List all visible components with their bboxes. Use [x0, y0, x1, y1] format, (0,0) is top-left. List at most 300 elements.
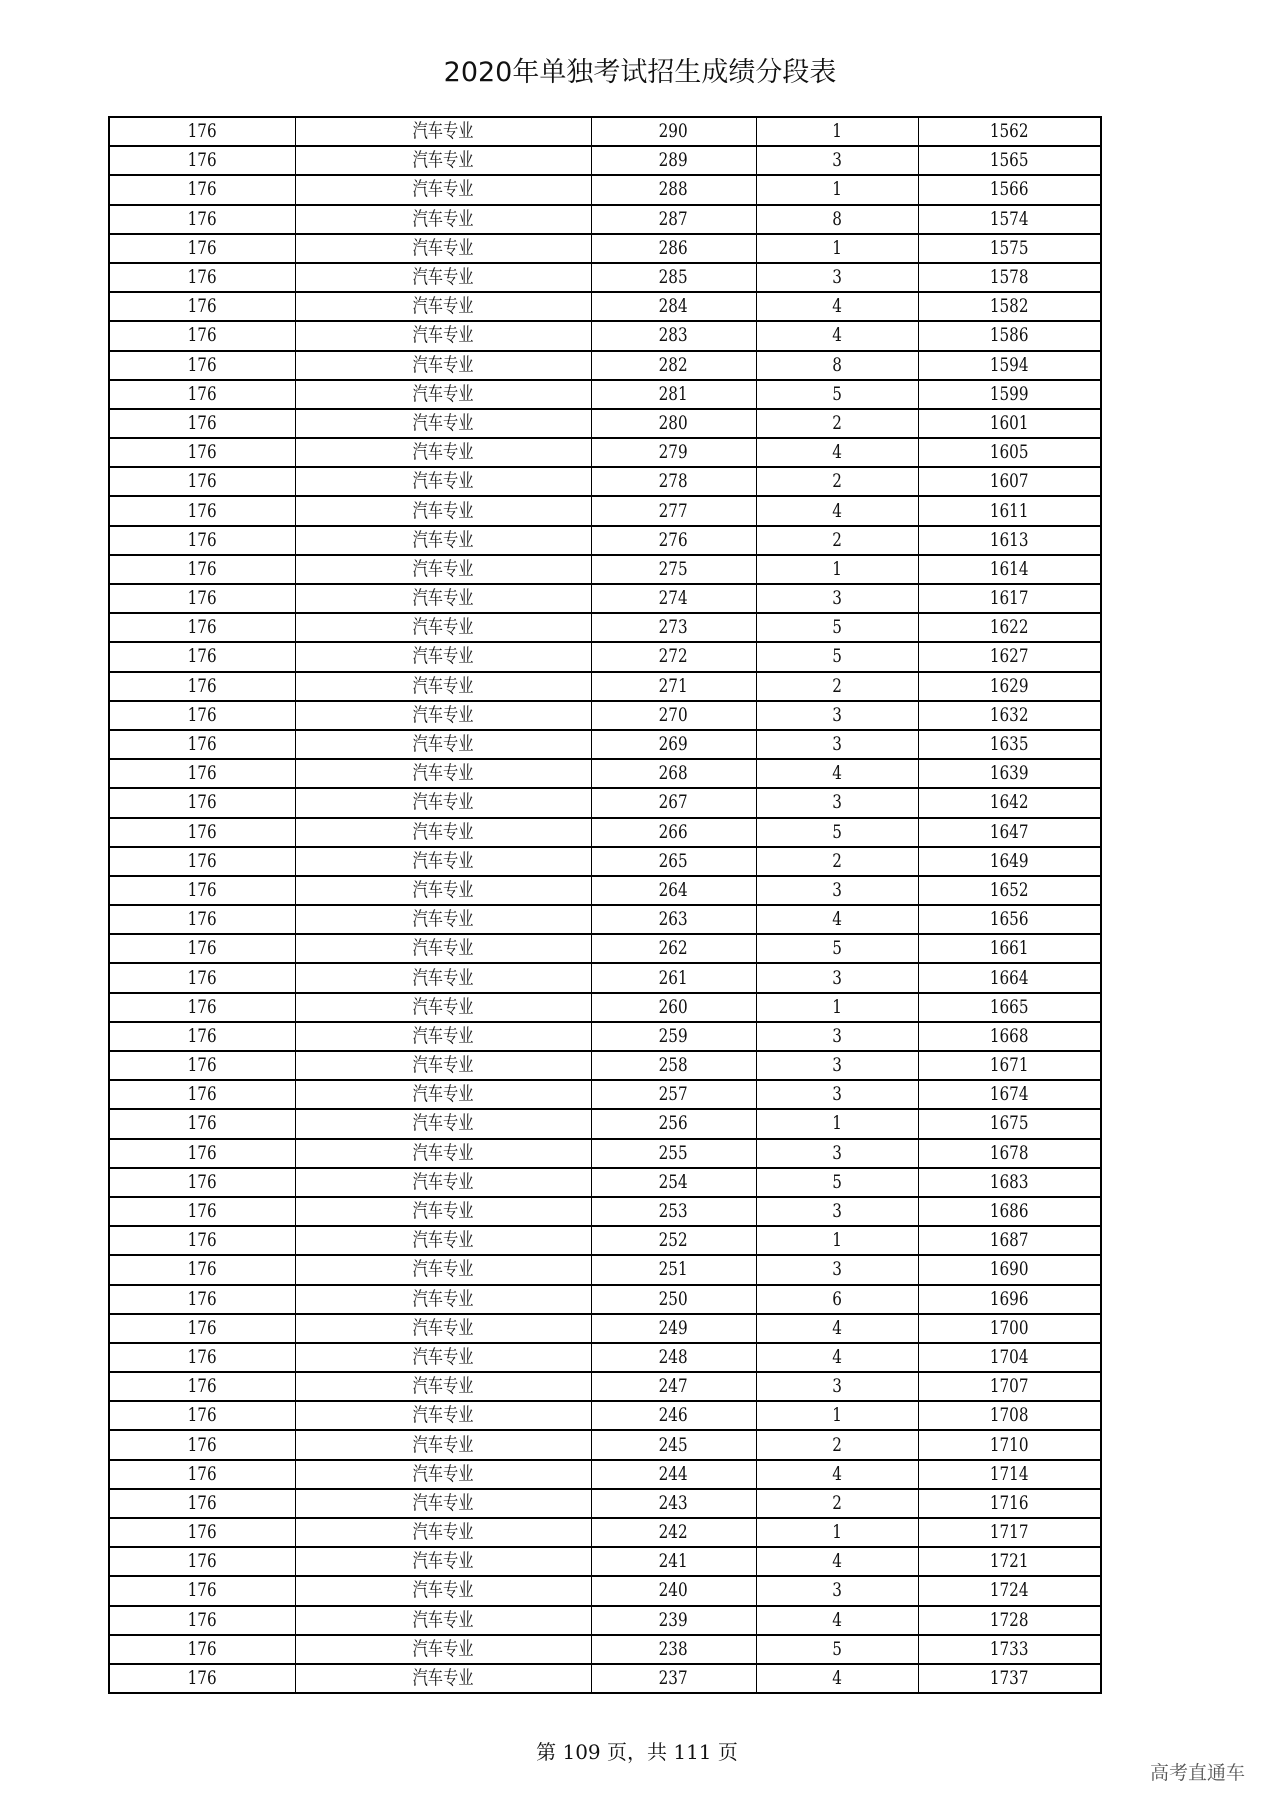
table-row	[109, 1285, 1101, 1314]
count-cell-text: 3	[832, 1200, 842, 1223]
score-cell	[591, 1547, 756, 1576]
cumulative-cell	[918, 847, 1101, 876]
cumulative-cell	[918, 1314, 1101, 1343]
major-cell	[295, 555, 591, 584]
code-cell-text: 176	[187, 1608, 217, 1631]
cumulative-cell-text: 1599	[989, 382, 1029, 405]
count-cell-text: 3	[832, 703, 842, 726]
major-cell-text: 汽车专业	[412, 470, 474, 493]
score-cell-text: 242	[658, 1521, 688, 1544]
code-cell	[109, 409, 295, 438]
cumulative-cell	[918, 175, 1101, 204]
code-cell-text: 176	[187, 1141, 217, 1164]
major-cell	[295, 526, 591, 555]
major-cell	[295, 701, 591, 730]
score-cell-text: 290	[658, 120, 688, 143]
score-cell	[591, 642, 756, 671]
count-cell	[756, 701, 918, 730]
cumulative-cell	[918, 1255, 1101, 1284]
major-cell-text: 汽车专业	[412, 762, 474, 785]
count-cell-text: 5	[832, 382, 842, 405]
score-cell-text: 241	[658, 1550, 688, 1573]
count-cell	[756, 963, 918, 992]
count-cell	[756, 1255, 918, 1284]
count-cell-text: 3	[832, 1054, 842, 1077]
score-cell-text: 283	[658, 324, 688, 347]
score-cell-text: 246	[658, 1404, 688, 1427]
major-cell	[295, 205, 591, 234]
watermark: 高考直通车	[1150, 1762, 1246, 1784]
major-cell-text: 汽车专业	[412, 849, 474, 872]
cumulative-cell	[918, 613, 1101, 642]
score-cell-text: 265	[658, 849, 688, 872]
cumulative-cell	[918, 1080, 1101, 1109]
table-row	[109, 351, 1101, 380]
cumulative-cell-text: 1678	[989, 1141, 1029, 1164]
count-cell-text: 4	[832, 1608, 842, 1631]
major-cell-text: 汽车专业	[412, 1345, 474, 1368]
cumulative-cell	[918, 1430, 1101, 1459]
cumulative-cell-text: 1656	[989, 908, 1029, 931]
code-cell-text: 176	[187, 1637, 217, 1660]
table-row	[109, 1576, 1101, 1605]
count-cell-text: 1	[832, 1229, 842, 1252]
count-cell-text: 3	[832, 266, 842, 289]
code-cell-text: 176	[187, 1287, 217, 1310]
cumulative-cell	[918, 205, 1101, 234]
cumulative-cell-text: 1708	[989, 1404, 1029, 1427]
cumulative-cell-text: 1724	[989, 1579, 1029, 1602]
cumulative-cell-text: 1717	[989, 1521, 1029, 1544]
cumulative-cell-text: 1601	[989, 411, 1029, 434]
major-cell	[295, 993, 591, 1022]
count-cell-text: 3	[832, 1024, 842, 1047]
table-row	[109, 1197, 1101, 1226]
cumulative-cell-text: 1683	[989, 1170, 1029, 1193]
count-cell-text: 3	[832, 1258, 842, 1281]
score-cell-text: 278	[658, 470, 688, 493]
score-cell-text: 271	[658, 674, 688, 697]
cumulative-cell-text: 1733	[989, 1637, 1029, 1660]
table-row	[109, 905, 1101, 934]
code-cell-text: 176	[187, 645, 217, 668]
cumulative-cell-text: 1613	[989, 528, 1029, 551]
code-cell-text: 176	[187, 1229, 217, 1252]
cumulative-cell	[918, 1051, 1101, 1080]
major-cell-text: 汽车专业	[412, 1404, 474, 1427]
count-cell	[756, 847, 918, 876]
count-cell-text: 4	[832, 908, 842, 931]
code-cell-text: 176	[187, 1433, 217, 1456]
code-cell	[109, 1285, 295, 1314]
cumulative-cell	[918, 1226, 1101, 1255]
cumulative-cell-text: 1674	[989, 1083, 1029, 1106]
cumulative-cell-text: 1566	[989, 178, 1029, 201]
cumulative-cell-text: 1575	[989, 236, 1029, 259]
score-cell	[591, 818, 756, 847]
code-cell-text: 176	[187, 587, 217, 610]
table-row	[109, 1372, 1101, 1401]
code-cell-text: 176	[187, 266, 217, 289]
table-row	[109, 438, 1101, 467]
cumulative-cell	[918, 584, 1101, 613]
score-cell-text: 270	[658, 703, 688, 726]
code-cell	[109, 613, 295, 642]
code-cell-text: 176	[187, 120, 217, 143]
code-cell-text: 176	[187, 1200, 217, 1223]
table-row	[109, 672, 1101, 701]
major-cell-text: 汽车专业	[412, 733, 474, 756]
cumulative-cell	[918, 788, 1101, 817]
count-cell	[756, 1518, 918, 1547]
major-cell-text: 汽车专业	[412, 353, 474, 376]
count-cell	[756, 175, 918, 204]
score-cell	[591, 993, 756, 1022]
score-cell	[591, 117, 756, 146]
cumulative-cell	[918, 234, 1101, 263]
count-cell-text: 5	[832, 645, 842, 668]
count-cell	[756, 496, 918, 525]
score-cell-text: 250	[658, 1287, 688, 1310]
major-cell-text: 汽车专业	[412, 178, 474, 201]
cumulative-cell-text: 1664	[989, 966, 1029, 989]
major-cell-text: 汽车专业	[412, 1579, 474, 1602]
table-row	[109, 1343, 1101, 1372]
code-cell-text: 176	[187, 1112, 217, 1135]
cumulative-cell	[918, 1343, 1101, 1372]
code-cell	[109, 642, 295, 671]
major-cell-text: 汽车专业	[412, 324, 474, 347]
major-cell	[295, 1372, 591, 1401]
count-cell	[756, 467, 918, 496]
major-cell-text: 汽车专业	[412, 1433, 474, 1456]
cumulative-cell-text: 1627	[989, 645, 1029, 668]
code-cell	[109, 1168, 295, 1197]
code-cell	[109, 1343, 295, 1372]
cumulative-cell	[918, 1285, 1101, 1314]
table-row	[109, 1401, 1101, 1430]
cumulative-cell-text: 1710	[989, 1433, 1029, 1456]
cumulative-cell-text: 1594	[989, 353, 1029, 376]
major-cell	[295, 1109, 591, 1138]
count-cell	[756, 1489, 918, 1518]
major-cell	[295, 642, 591, 671]
table-row	[109, 1635, 1101, 1664]
count-cell	[756, 205, 918, 234]
table-row	[109, 321, 1101, 350]
count-cell-text: 2	[832, 1433, 842, 1456]
score-cell	[591, 1518, 756, 1547]
score-cell-text: 285	[658, 266, 688, 289]
table-row	[109, 613, 1101, 642]
major-cell	[295, 584, 591, 613]
code-cell	[109, 934, 295, 963]
major-cell-text: 汽车专业	[412, 937, 474, 960]
score-cell-text: 237	[658, 1667, 688, 1690]
code-cell	[109, 1460, 295, 1489]
cumulative-cell	[918, 759, 1101, 788]
count-cell	[756, 1226, 918, 1255]
major-cell	[295, 847, 591, 876]
count-cell-text: 1	[832, 995, 842, 1018]
code-cell-text: 176	[187, 324, 217, 347]
cumulative-cell-text: 1690	[989, 1258, 1029, 1281]
count-cell	[756, 672, 918, 701]
score-cell-text: 274	[658, 587, 688, 610]
score-cell	[591, 1285, 756, 1314]
major-cell	[295, 1314, 591, 1343]
count-cell	[756, 234, 918, 263]
count-cell	[756, 1285, 918, 1314]
score-cell	[591, 1460, 756, 1489]
code-cell-text: 176	[187, 557, 217, 580]
code-cell	[109, 584, 295, 613]
cumulative-cell-text: 1704	[989, 1345, 1029, 1368]
table-row	[109, 292, 1101, 321]
major-cell-text: 汽车专业	[412, 587, 474, 610]
score-cell	[591, 496, 756, 525]
code-cell	[109, 380, 295, 409]
cumulative-cell-text: 1607	[989, 470, 1029, 493]
major-cell	[295, 351, 591, 380]
count-cell-text: 3	[832, 1141, 842, 1164]
count-cell	[756, 818, 918, 847]
score-cell	[591, 234, 756, 263]
count-cell-text: 8	[832, 207, 842, 230]
score-cell	[591, 146, 756, 175]
table-row	[109, 701, 1101, 730]
count-cell-text: 4	[832, 1316, 842, 1339]
code-cell	[109, 555, 295, 584]
cumulative-cell-text: 1687	[989, 1229, 1029, 1252]
score-cell-text: 254	[658, 1170, 688, 1193]
score-cell	[591, 1051, 756, 1080]
table-row	[109, 1255, 1101, 1284]
table-row	[109, 1080, 1101, 1109]
major-cell-text: 汽车专业	[412, 266, 474, 289]
score-cell	[591, 1343, 756, 1372]
major-cell	[295, 1664, 591, 1693]
major-cell	[295, 759, 591, 788]
code-cell-text: 176	[187, 528, 217, 551]
cumulative-cell-text: 1605	[989, 441, 1029, 464]
cumulative-cell	[918, 467, 1101, 496]
count-cell-text: 4	[832, 499, 842, 522]
code-cell	[109, 496, 295, 525]
count-cell-text: 4	[832, 324, 842, 347]
count-cell	[756, 1372, 918, 1401]
cumulative-cell	[918, 321, 1101, 350]
major-cell	[295, 117, 591, 146]
score-cell	[591, 263, 756, 292]
code-cell-text: 176	[187, 411, 217, 434]
code-cell	[109, 117, 295, 146]
table-row	[109, 1051, 1101, 1080]
code-cell	[109, 1197, 295, 1226]
code-cell-text: 176	[187, 703, 217, 726]
major-cell-text: 汽车专业	[412, 791, 474, 814]
count-cell	[756, 351, 918, 380]
cumulative-cell-text: 1582	[989, 295, 1029, 318]
major-cell-text: 汽车专业	[412, 1667, 474, 1690]
count-cell	[756, 117, 918, 146]
score-cell	[591, 1576, 756, 1605]
count-cell-text: 3	[832, 1579, 842, 1602]
table-row	[109, 584, 1101, 613]
major-cell-text: 汽车专业	[412, 528, 474, 551]
code-cell	[109, 818, 295, 847]
score-cell-text: 277	[658, 499, 688, 522]
code-cell	[109, 292, 295, 321]
major-cell-text: 汽车专业	[412, 1491, 474, 1514]
page-title: 2020年单独考试招生成绩分段表	[443, 57, 837, 88]
table-row	[109, 526, 1101, 555]
count-cell	[756, 730, 918, 759]
score-cell-text: 251	[658, 1258, 688, 1281]
cumulative-cell-text: 1700	[989, 1316, 1029, 1339]
cumulative-cell	[918, 701, 1101, 730]
count-cell-text: 2	[832, 1491, 842, 1514]
major-cell-text: 汽车专业	[412, 236, 474, 259]
score-cell-text: 268	[658, 762, 688, 785]
score-cell	[591, 788, 756, 817]
code-cell	[109, 993, 295, 1022]
score-cell	[591, 1109, 756, 1138]
code-cell	[109, 1518, 295, 1547]
count-cell-text: 5	[832, 937, 842, 960]
table-row	[109, 467, 1101, 496]
major-cell	[295, 934, 591, 963]
cumulative-cell-text: 1665	[989, 995, 1029, 1018]
score-cell-text: 282	[658, 353, 688, 376]
score-cell-text: 253	[658, 1200, 688, 1223]
cumulative-cell	[918, 1109, 1101, 1138]
cumulative-cell-text: 1714	[989, 1462, 1029, 1485]
code-cell-text: 176	[187, 1024, 217, 1047]
count-cell-text: 3	[832, 149, 842, 172]
score-cell-text: 258	[658, 1054, 688, 1077]
major-cell	[295, 146, 591, 175]
code-cell-text: 176	[187, 1521, 217, 1544]
code-cell	[109, 1401, 295, 1430]
score-cell	[591, 847, 756, 876]
count-cell	[756, 642, 918, 671]
major-cell-text: 汽车专业	[412, 674, 474, 697]
table-row	[109, 409, 1101, 438]
count-cell	[756, 993, 918, 1022]
code-cell-text: 176	[187, 1550, 217, 1573]
score-cell	[591, 409, 756, 438]
code-cell	[109, 263, 295, 292]
table-row	[109, 759, 1101, 788]
count-cell-text: 3	[832, 733, 842, 756]
score-cell	[591, 613, 756, 642]
table-row	[109, 934, 1101, 963]
score-cell-text: 289	[658, 149, 688, 172]
code-cell-text: 176	[187, 470, 217, 493]
cumulative-cell	[918, 1460, 1101, 1489]
code-cell	[109, 321, 295, 350]
code-cell	[109, 730, 295, 759]
score-cell-text: 266	[658, 820, 688, 843]
score-cell-text: 280	[658, 411, 688, 434]
cumulative-cell	[918, 1489, 1101, 1518]
table-row	[109, 175, 1101, 204]
major-cell	[295, 263, 591, 292]
code-cell	[109, 234, 295, 263]
cumulative-cell	[918, 263, 1101, 292]
major-cell	[295, 1255, 591, 1284]
cumulative-cell	[918, 1022, 1101, 1051]
code-cell-text: 176	[187, 236, 217, 259]
cumulative-cell-text: 1661	[989, 937, 1029, 960]
major-cell-text: 汽车专业	[412, 441, 474, 464]
score-cell	[591, 1139, 756, 1168]
table-row	[109, 847, 1101, 876]
cumulative-cell-text: 1617	[989, 587, 1029, 610]
score-cell-text: 240	[658, 1579, 688, 1602]
cumulative-cell-text: 1574	[989, 207, 1029, 230]
cumulative-cell	[918, 438, 1101, 467]
cumulative-cell	[918, 642, 1101, 671]
score-cell	[591, 1372, 756, 1401]
table-row	[109, 818, 1101, 847]
table-row	[109, 1430, 1101, 1459]
count-cell-text: 5	[832, 820, 842, 843]
code-cell-text: 176	[187, 1083, 217, 1106]
count-cell-text: 1	[832, 557, 842, 580]
major-cell	[295, 613, 591, 642]
count-cell-text: 1	[832, 1112, 842, 1135]
cumulative-cell	[918, 934, 1101, 963]
score-cell-text: 272	[658, 645, 688, 668]
code-cell	[109, 1489, 295, 1518]
code-cell-text: 176	[187, 1258, 217, 1281]
count-cell	[756, 1343, 918, 1372]
table-row	[109, 146, 1101, 175]
code-cell	[109, 1372, 295, 1401]
score-cell-text: 249	[658, 1316, 688, 1339]
score-cell	[591, 438, 756, 467]
table-row	[109, 1518, 1101, 1547]
code-cell-text: 176	[187, 878, 217, 901]
count-cell	[756, 1547, 918, 1576]
cumulative-cell-text: 1707	[989, 1375, 1029, 1398]
score-cell	[591, 380, 756, 409]
count-cell	[756, 584, 918, 613]
code-cell-text: 176	[187, 733, 217, 756]
count-cell	[756, 1109, 918, 1138]
major-cell-text: 汽车专业	[412, 1200, 474, 1223]
table-row	[109, 380, 1101, 409]
count-cell	[756, 438, 918, 467]
count-cell-text: 5	[832, 1637, 842, 1660]
count-cell-text: 5	[832, 1170, 842, 1193]
major-cell	[295, 788, 591, 817]
score-cell	[591, 321, 756, 350]
count-cell-text: 1	[832, 120, 842, 143]
score-cell-text: 286	[658, 236, 688, 259]
cumulative-cell-text: 1728	[989, 1608, 1029, 1631]
code-cell	[109, 847, 295, 876]
count-cell-text: 4	[832, 1667, 842, 1690]
major-cell-text: 汽车专业	[412, 995, 474, 1018]
code-cell-text: 176	[187, 178, 217, 201]
count-cell-text: 5	[832, 616, 842, 639]
count-cell	[756, 1401, 918, 1430]
count-cell	[756, 759, 918, 788]
count-cell	[756, 1080, 918, 1109]
